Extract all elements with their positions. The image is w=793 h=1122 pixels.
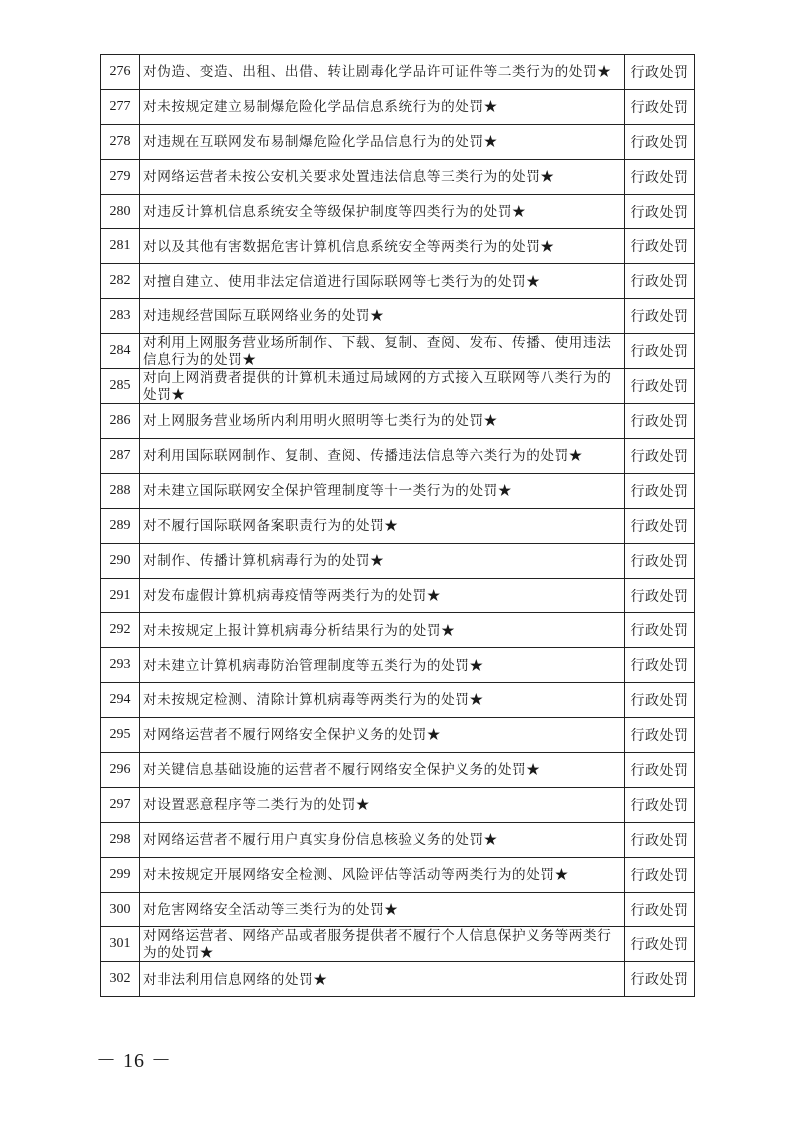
- item-description: 对未按规定开展网络安全检测、风险评估等活动等两类行为的处罚★: [140, 857, 625, 892]
- table-body: [101, 55, 695, 997]
- table-row: [101, 683, 695, 718]
- item-description: 对擅自建立、使用非法定信道进行国际联网等七类行为的处罚★: [140, 264, 625, 299]
- table-row: [101, 648, 695, 683]
- item-category: 行政处罚: [625, 508, 695, 543]
- item-description: 对制作、传播计算机病毒行为的处罚★: [140, 543, 625, 578]
- item-category: 行政处罚: [625, 927, 695, 962]
- item-number: 300: [101, 892, 140, 927]
- table-row: [101, 927, 695, 962]
- item-number: 295: [101, 718, 140, 753]
- item-category: 行政处罚: [625, 613, 695, 648]
- item-category: 行政处罚: [625, 334, 695, 369]
- item-description: 对未按规定建立易制爆危险化学品信息系统行为的处罚★: [140, 89, 625, 124]
- table-row: [101, 508, 695, 543]
- item-category: 行政处罚: [625, 89, 695, 124]
- item-number: 283: [101, 299, 140, 334]
- item-number: 292: [101, 613, 140, 648]
- penalty-items-table: [100, 54, 695, 997]
- table-row: [101, 578, 695, 613]
- item-number: 281: [101, 229, 140, 264]
- table-row: [101, 89, 695, 124]
- item-description: 对利用国际联网制作、复制、查阅、传播违法信息等六类行为的处罚★: [140, 439, 625, 474]
- item-number: 297: [101, 787, 140, 822]
- item-number: 287: [101, 439, 140, 474]
- table-row: [101, 159, 695, 194]
- item-category: 行政处罚: [625, 55, 695, 90]
- item-number: 298: [101, 822, 140, 857]
- item-number: 291: [101, 578, 140, 613]
- item-number: 284: [101, 334, 140, 369]
- item-description: 对以及其他有害数据危害计算机信息系统安全等两类行为的处罚★: [140, 229, 625, 264]
- table-row: [101, 613, 695, 648]
- item-description: 对非法利用信息网络的处罚★: [140, 962, 625, 997]
- item-description: 对利用上网服务营业场所制作、下载、复制、查阅、发布、传播、使用违法信息行为的处罚★: [140, 334, 625, 369]
- item-description: 对未按规定上报计算机病毒分析结果行为的处罚★: [140, 613, 625, 648]
- item-description: 对危害网络安全活动等三类行为的处罚★: [140, 892, 625, 927]
- item-number: 276: [101, 55, 140, 90]
- item-category: 行政处罚: [625, 404, 695, 439]
- item-description: 对违反计算机信息系统安全等级保护制度等四类行为的处罚★: [140, 194, 625, 229]
- item-description: 对网络运营者未按公安机关要求处置违法信息等三类行为的处罚★: [140, 159, 625, 194]
- item-category: 行政处罚: [625, 683, 695, 718]
- item-description: 对未按规定检测、清除计算机病毒等两类行为的处罚★: [140, 683, 625, 718]
- item-category: 行政处罚: [625, 229, 695, 264]
- table-row: [101, 718, 695, 753]
- table-row: [101, 892, 695, 927]
- item-description: 对违规在互联网发布易制爆危险化学品信息行为的处罚★: [140, 124, 625, 159]
- page-number: － 16 －: [96, 1050, 172, 1072]
- table-row: [101, 543, 695, 578]
- table-row: [101, 334, 695, 369]
- table-row: [101, 369, 695, 404]
- item-number: 299: [101, 857, 140, 892]
- item-description: 对未建立国际联网安全保护管理制度等十一类行为的处罚★: [140, 473, 625, 508]
- item-category: 行政处罚: [625, 822, 695, 857]
- item-description: 对关键信息基础设施的运营者不履行网络安全保护义务的处罚★: [140, 753, 625, 788]
- item-number: 290: [101, 543, 140, 578]
- item-number: 301: [101, 927, 140, 962]
- item-description: 对发布虚假计算机病毒疫情等两类行为的处罚★: [140, 578, 625, 613]
- item-description: 对网络运营者、网络产品或者服务提供者不履行个人信息保护义务等两类行为的处罚★: [140, 927, 625, 962]
- item-number: 296: [101, 753, 140, 788]
- item-description: 对网络运营者不履行用户真实身份信息核验义务的处罚★: [140, 822, 625, 857]
- item-number: 285: [101, 369, 140, 404]
- item-category: 行政处罚: [625, 648, 695, 683]
- item-category: 行政处罚: [625, 473, 695, 508]
- table-row: [101, 194, 695, 229]
- item-description: 对向上网消费者提供的计算机未通过局域网的方式接入互联网等八类行为的处罚★: [140, 369, 625, 404]
- item-number: 286: [101, 404, 140, 439]
- item-number: 278: [101, 124, 140, 159]
- item-category: 行政处罚: [625, 194, 695, 229]
- item-category: 行政处罚: [625, 962, 695, 997]
- item-description: 对设置恶意程序等二类行为的处罚★: [140, 787, 625, 822]
- table-row: [101, 124, 695, 159]
- table-row: [101, 229, 695, 264]
- table-row: [101, 473, 695, 508]
- item-description: 对违规经营国际互联网络业务的处罚★: [140, 299, 625, 334]
- item-category: 行政处罚: [625, 159, 695, 194]
- item-number: 293: [101, 648, 140, 683]
- item-number: 289: [101, 508, 140, 543]
- table-row: [101, 404, 695, 439]
- item-number: 302: [101, 962, 140, 997]
- table-row: [101, 55, 695, 90]
- item-description: 对伪造、变造、出租、出借、转让剧毒化学品许可证件等二类行为的处罚★: [140, 55, 625, 90]
- item-number: 279: [101, 159, 140, 194]
- item-category: 行政处罚: [625, 892, 695, 927]
- table-row: [101, 787, 695, 822]
- table-row: [101, 439, 695, 474]
- item-category: 行政处罚: [625, 543, 695, 578]
- item-number: 288: [101, 473, 140, 508]
- item-category: 行政处罚: [625, 439, 695, 474]
- table-row: [101, 857, 695, 892]
- item-category: 行政处罚: [625, 369, 695, 404]
- item-number: 294: [101, 683, 140, 718]
- item-category: 行政处罚: [625, 124, 695, 159]
- item-description: 对未建立计算机病毒防治管理制度等五类行为的处罚★: [140, 648, 625, 683]
- table-row: [101, 822, 695, 857]
- item-description: 对不履行国际联网备案职责行为的处罚★: [140, 508, 625, 543]
- item-category: 行政处罚: [625, 787, 695, 822]
- item-category: 行政处罚: [625, 753, 695, 788]
- table-row: [101, 753, 695, 788]
- item-category: 行政处罚: [625, 299, 695, 334]
- item-category: 行政处罚: [625, 264, 695, 299]
- item-category: 行政处罚: [625, 857, 695, 892]
- item-number: 280: [101, 194, 140, 229]
- item-category: 行政处罚: [625, 578, 695, 613]
- item-category: 行政处罚: [625, 718, 695, 753]
- table-row: [101, 962, 695, 997]
- item-description: 对网络运营者不履行网络安全保护义务的处罚★: [140, 718, 625, 753]
- table-row: [101, 264, 695, 299]
- item-number: 277: [101, 89, 140, 124]
- table-row: [101, 299, 695, 334]
- item-description: 对上网服务营业场所内利用明火照明等七类行为的处罚★: [140, 404, 625, 439]
- item-number: 282: [101, 264, 140, 299]
